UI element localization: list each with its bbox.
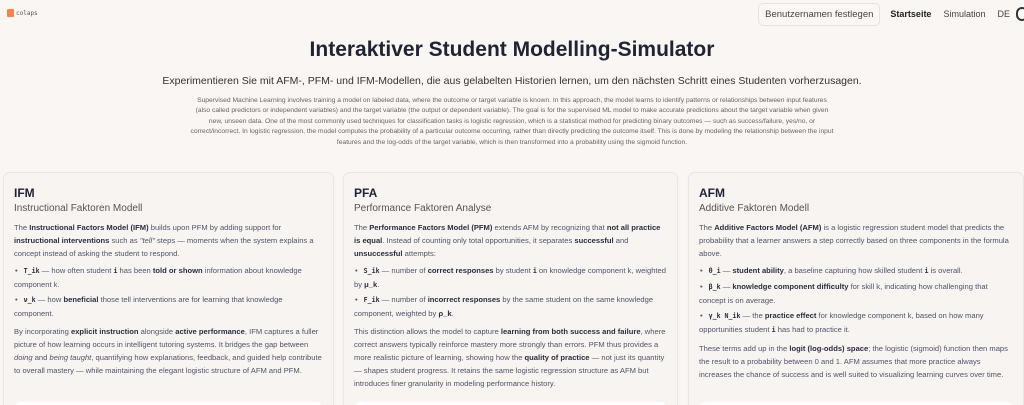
- card-description: [699, 342, 1013, 381]
- term-item: [354, 264, 667, 291]
- emphasis-text: Additive Factors Model (AFM): [714, 223, 822, 232]
- emphasis-text: incorrect responses: [427, 295, 501, 304]
- set-username-button[interactable]: Benutzernamen festlegen: [758, 3, 880, 26]
- variable-term: i: [771, 326, 776, 334]
- card-description: [14, 325, 323, 377]
- emphasis-text: knowledge component difficulty: [732, 282, 849, 291]
- card-intro: [699, 221, 1013, 260]
- emphasis-text: μ_k: [364, 280, 378, 289]
- text-segment: is a logistic regression student model that predicts the probability that a learner answers a step correctly based on three components in the formula above.: [699, 223, 1009, 258]
- text-segment: for knowledge component k, based on how many opportunities student: [699, 311, 984, 334]
- nav-startseite[interactable]: Startseite: [890, 9, 932, 19]
- card-intro: [354, 221, 667, 260]
- emphasis-text: correct responses: [427, 266, 494, 275]
- text-segment: The: [14, 223, 30, 232]
- term-list: [699, 264, 1013, 337]
- text-segment: has been: [117, 266, 153, 275]
- nav-simulation[interactable]: Simulation: [943, 9, 986, 19]
- term-item: [14, 264, 323, 291]
- page-subtitle: Experimentieren Sie mit AFM-, PFM- und IFM-Modellen, die aus gelabelten Historien lernen, um den nächsten Schritt eines Studenten vorherzusagen.: [162, 75, 862, 87]
- page-title: Interaktiver Student Modelling-Simulator: [309, 38, 715, 61]
- emphasis-text: Instructional Factors Model (IFM): [29, 223, 149, 232]
- text-segment: steps — moments when the system explains a concept instead of asking the student to respond.: [14, 236, 314, 258]
- text-segment: by the same student on the same knowledge component, weighted by: [354, 295, 654, 318]
- emphasis-text: Performance Factors Model (PFM): [369, 223, 493, 232]
- card-title: IFM: [14, 186, 35, 200]
- term-list: [14, 264, 323, 320]
- card-intro: [14, 221, 323, 260]
- emphasis-text: being taught: [49, 353, 92, 362]
- emphasis-text: instructional interventions: [14, 236, 110, 245]
- emphasis-text: successful: [574, 236, 614, 245]
- text-segment: — not just its quantity — shapes student progress. It retains the same logistic regression structure as AFM but introduces finer granularity in modeling performance history.: [354, 353, 665, 388]
- variable-term: γ_k N_ik: [708, 312, 741, 320]
- text-segment: is overall.: [928, 266, 963, 275]
- logo-icon: [7, 9, 14, 17]
- text-segment: .: [451, 309, 454, 318]
- text-segment: for skill k, indicating how challenging that concept is on average.: [699, 282, 988, 305]
- card-title: AFM: [699, 186, 725, 200]
- term-item: [699, 280, 1013, 307]
- text-segment: The: [699, 223, 715, 232]
- card-subtitle: Performance Faktoren Analyse: [354, 203, 492, 214]
- variable-term: i: [924, 267, 929, 275]
- text-segment: and: [32, 353, 50, 362]
- emphasis-text: explicit instruction: [70, 327, 139, 336]
- logo-text: colaps: [16, 9, 38, 17]
- variable-term: i: [532, 267, 537, 275]
- top-nav-bar: [0, 0, 1024, 28]
- card-subtitle: Instructional Faktoren Modell: [14, 203, 143, 214]
- variable-term: i: [113, 267, 118, 275]
- text-segment: — the: [740, 311, 765, 320]
- emphasis-text: ρ_k: [438, 309, 452, 318]
- text-segment: attempts:: [402, 249, 436, 258]
- emphasis-text: practice effect: [764, 311, 817, 320]
- text-segment: by student: [493, 266, 533, 275]
- emphasis-text: learning from both success and failure: [500, 327, 641, 336]
- emphasis-text: "tell": [139, 236, 155, 245]
- card-ifm: [3, 172, 334, 405]
- card-subtitle: Additive Faktoren Modell: [699, 203, 810, 214]
- emphasis-text: doing: [14, 353, 33, 362]
- text-segment: ; the logistic (sigmoid) function then maps the result to a probability between 0 and 1. AFM assumes that more practice always increases the chance of success and is well suited to visualizing learning curves over time.: [699, 344, 1008, 379]
- variable-term: T_ik: [23, 267, 40, 275]
- text-segment: extends AFM by recognizing that: [492, 223, 607, 232]
- nav: [758, 3, 1024, 25]
- text-segment: builds upon PFM by adding support for: [148, 223, 282, 232]
- card-description: [354, 325, 667, 390]
- text-segment: .: [377, 280, 380, 289]
- text-segment: The: [354, 223, 370, 232]
- card-pfa: [343, 172, 678, 405]
- term-item: [699, 264, 1013, 278]
- text-segment: has had to practice it.: [775, 325, 850, 334]
- text-segment: , IFM captures a fuller picture of how learning occurs in intelligent tutoring systems. It bridges the gap between: [14, 327, 319, 349]
- logo[interactable]: [7, 9, 38, 17]
- text-segment: , where correct answers typically reinforce mastery more strongly than errors. PFM thus provides a more realistic picture of learning, showing how the: [354, 327, 666, 362]
- emphasis-text: told or shown: [152, 266, 203, 275]
- emphasis-text: active performance: [175, 327, 245, 336]
- term-item: [354, 293, 667, 320]
- variable-term: F_ik: [363, 296, 380, 304]
- variable-term: θ_i: [708, 267, 721, 275]
- term-item: [699, 309, 1013, 337]
- text-segment: — how: [35, 295, 64, 304]
- text-segment: — how often student: [39, 266, 114, 275]
- emphasis-text: logit (log-odds) space: [789, 344, 869, 353]
- text-segment: —: [720, 266, 733, 275]
- emphasis-text: not all practice is equal: [354, 223, 661, 245]
- emphasis-text: beneficial: [63, 295, 99, 304]
- term-item: [14, 293, 323, 320]
- intro-text: Supervised Machine Learning involves training a model on labeled data, where the outcome or target variable is known. In this approach, the model learns to identify patterns or relationships between input features (also called predictors or independent variables) and the target variable (the output or dependent variable). The goal is for the supervised ML model to make accurate predictions about the target variable when given new, unseen data. One of the most commonly used techniques for classification tasks is logistic regression, which is a statistical method for predicting binary outcomes — such as success/failure, yes/no, or correct/incorrect. In logistic regression, the model computes the probability of a particular outcome occurring, rather than directly predicting the outcome itself. This is done by modeling the relationship between the input features and the log-odds of the target variable, which is then transformed into a probability using the sigmoid function.: [190, 97, 834, 146]
- text-segment: — number of: [379, 295, 428, 304]
- language-switch[interactable]: DE: [997, 9, 1010, 19]
- theme-toggle-icon[interactable]: [1016, 7, 1024, 21]
- text-segment: alongside: [138, 327, 176, 336]
- variable-term: S_ik: [363, 267, 380, 275]
- text-segment: , a baseline capturing how skilled student: [783, 266, 925, 275]
- text-segment: These terms add up in the: [699, 344, 790, 353]
- card-afm: [688, 172, 1024, 405]
- text-segment: By incorporating: [14, 327, 71, 336]
- text-segment: . Instead of counting only total opportunities, it separates: [382, 236, 575, 245]
- variable-term: ν_k: [23, 296, 36, 304]
- text-segment: — number of: [379, 266, 428, 275]
- term-list: [354, 264, 667, 320]
- text-segment: , quantifying how explanations, feedback, and guided help contribute to overall mastery — while maintaining the elegant logistic structure of AFM and PFM.: [14, 353, 322, 375]
- emphasis-text: unsuccessful: [354, 249, 403, 258]
- text-segment: information about knowledge component k.: [14, 266, 302, 289]
- emphasis-text: student ability: [732, 266, 784, 275]
- card-title: PFA: [354, 186, 378, 200]
- text-segment: on knowledge component k, weighted by: [354, 266, 666, 289]
- text-segment: and: [613, 236, 629, 245]
- emphasis-text: quality of practice: [524, 353, 590, 362]
- text-segment: such as: [109, 236, 140, 245]
- text-segment: those tell interventions are for learning that knowledge component.: [14, 295, 283, 318]
- text-segment: —: [720, 282, 733, 291]
- variable-term: β_k: [708, 283, 721, 291]
- text-segment: This distinction allows the model to capture: [354, 327, 501, 336]
